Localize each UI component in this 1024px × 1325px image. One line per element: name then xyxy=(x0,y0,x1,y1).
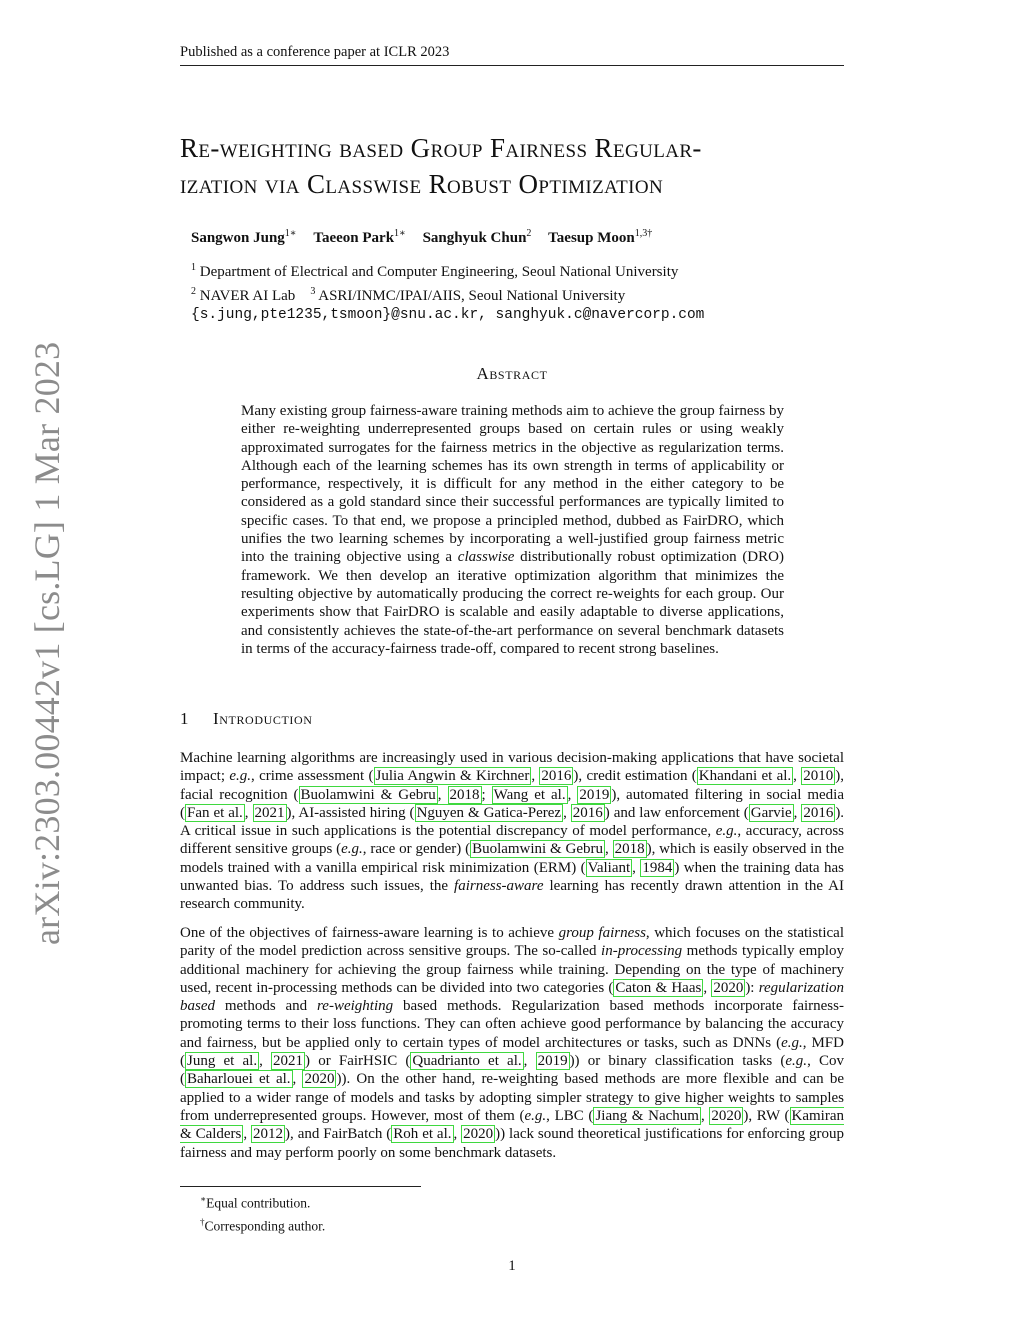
citation-link[interactable]: Julia Angwin & Kirchner xyxy=(375,768,530,785)
citation-link[interactable]: 2016 xyxy=(572,804,603,821)
abstract-heading: Abstract xyxy=(476,364,548,383)
citation-link[interactable]: Buolamwini & Gebru xyxy=(472,841,604,858)
affiliations xyxy=(191,258,841,325)
author-list xyxy=(191,228,841,247)
author: Taesup Moon$^{1,3\dagger}$ xyxy=(548,228,653,246)
citation-link[interactable]: Baharlouei et al. xyxy=(187,1071,291,1088)
citation-link[interactable]: Jiang & Nachum xyxy=(595,1107,699,1124)
citation-link[interactable]: Kamiran & Calders xyxy=(180,1107,844,1143)
citation-link[interactable]: 2012 xyxy=(253,1126,284,1143)
citation-link[interactable]: 2020 xyxy=(463,1126,494,1143)
author: Sanghyuk Chun$^2$ xyxy=(422,228,532,246)
citation-link[interactable]: 2019 xyxy=(579,786,610,803)
citation-link[interactable]: Garvie xyxy=(750,804,792,821)
citation-link[interactable]: 2021 xyxy=(254,804,285,821)
citation-link[interactable]: 2016 xyxy=(541,768,572,785)
citation-link[interactable]: Valiant xyxy=(587,859,631,876)
intro-paragraph-2: One of the objectives of fairness-aware learning is to achieve group fairness, which focuses on the statistical parity of the model prediction across sensitive groups. The so-called in-processing methods typically employ additional machinery for achieving the group fairness while training. Depending on the type of machinery used, recent in-processing methods can be divided into two categories ( Caton & Haas , 2020 ): regularization based methods and re-weighting based methods. Regularization based methods incorporate fairness-promoting terms to their loss functions. They can often achieve good performance by balancing the accuracy and fairness, but be applied only to certain types of model architectures or tasks, such as DNNs (e.g., MFD ( Jung et al. , 2021 ) or FairHSIC ( Quadrianto et al. , 2019 )) or binary classification tasks (e.g., Cov ( Baharlouei et al. , 2020 )). On the other hand, re-weighting based methods are more flexible and can be applied to a wider range of models and tasks by adopting simpler strategy to give higher weights to samples from underrepresented groups. However, most of them (e.g., LBC ( Jiang & Nachum , 2020 ), RW ( Kamiran & Calders , 2012 ), and FairBatch ( Roh et al. , 2020 )) lack sound theoretical justifications for enforcing group fairness and may perform poorly on some benchmark datasets. xyxy=(180,925,844,1161)
affiliation-2-3: $^2$ NAVER AI Lab $^3$ ASRI/INMC/IPAI/AIIS, Seoul National University xyxy=(191,286,626,304)
citation-link[interactable]: Jung et al. xyxy=(187,1053,258,1070)
citation-link[interactable]: Fan et al. xyxy=(187,804,243,821)
citation-link[interactable]: Nguyen & Gatica-Perez xyxy=(416,804,562,821)
citation-link[interactable]: 2010 xyxy=(803,768,834,785)
citation-link[interactable]: 2018 xyxy=(614,841,645,858)
arxiv-identifier: arXiv:2303.00442v1 [cs.LG] 1 Mar 2023 xyxy=(27,341,67,945)
title-line-2: ization via Classwise Robust Optimization xyxy=(180,169,664,199)
running-header: Published as a conference paper at ICLR 2023 xyxy=(180,44,844,66)
citation-link[interactable]: 2020 xyxy=(304,1071,335,1088)
footnote-corresponding-author: †Corresponding author. xyxy=(200,1216,326,1233)
affiliation-1: $^1$ Department of Electrical and Computer Engineering, Seoul National University xyxy=(191,262,679,280)
citation-link[interactable]: Caton & Haas xyxy=(615,979,702,996)
citation-link[interactable]: Wang et al. xyxy=(493,786,566,803)
citation-link[interactable]: Khandani et al. xyxy=(698,768,792,785)
citation-link[interactable]: 2018 xyxy=(449,786,480,803)
citation-link[interactable]: 2020 xyxy=(711,1107,742,1124)
footnote-rule xyxy=(180,1186,421,1187)
title-line-1: Re-weighting based Group Fairness Regular- xyxy=(180,133,702,163)
abstract-body: Many existing group fairness-aware training methods aim to achieve the group fairness by either re-weighting underrepresented groups based on certain rules or using weakly approximated surrogates for the fairness metrics in the objective as regularization terms. Although each of the learning schemes has its own strength in terms of applicability or performance, respectively, it is difficult for any method in the either category to be considered as a gold standard since their successful performances are typically limited to specific cases. To that end, we propose a principled method, dubbed as FairDRO, which unifies the two learning schemes by incorporating a well-justified group fairness metric into the training objective using a classwise distributionally robust optimization (DRO) framework. We then develop an iterative optimization algorithm that minimizes the resulting objective by automatically producing the correct re-weights for each group. Our experiments show that FairDRO is scalable and easily adaptable to diverse applications, and consistently achieves the state-of-the-art performance on several benchmark datasets in terms of the accuracy-fairness trade-off, compared to recent strong baselines. xyxy=(241,403,784,657)
intro-paragraph-1: Machine learning algorithms are increasingly used in various decision-making applications that have societal impact; e.g., crime assessment ( Julia Angwin & Kirchner , 2016 ), credit estimation ( Khandani et al. , 2010 ), facial recognition ( Buolamwini & Gebru , 2018 ; Wang et al. , 2019 ), automated filtering in social media ( Fan et al. , 2021 ), AI-assisted hiring ( Nguyen & Gatica-Perez , 2016 ) and law enforcement ( Garvie , 2016 ). A critical issue in such applications is the potential discrepancy of model performance, e.g., accuracy, across different sensitive groups (e.g., race or gender) ( Buolamwini & Gebru , 2018 ), which is easily observed in the models trained with a vanilla empirical risk minimization (ERM) ( Valiant , 1984 ) when the training data has unwanted bias. To address such issues, the fairness-aware learning has recently drawn attention in the AI research community. xyxy=(180,750,845,913)
citation-link[interactable]: 1984 xyxy=(642,859,673,876)
author: Sangwon Jung$^{1∗}$ xyxy=(191,228,297,246)
citation-link[interactable]: Quadrianto et al. xyxy=(412,1053,522,1070)
citation-link[interactable]: 2016 xyxy=(803,804,834,821)
footnotes xyxy=(200,1190,840,1235)
citation-link[interactable]: 2019 xyxy=(537,1053,568,1070)
author-emails[interactable]: {s.jung,pte1235,tsmoon}@snu.ac.kr, sanghyuk.c@navercorp.com xyxy=(191,307,705,323)
footnote-equal-contribution: ∗Equal contribution. xyxy=(200,1194,311,1211)
page-number: 1 xyxy=(508,1258,516,1274)
citation-link[interactable]: 2021 xyxy=(273,1053,304,1070)
citation-link[interactable]: Roh et al. xyxy=(393,1126,452,1143)
citation-link[interactable]: 2020 xyxy=(713,979,744,996)
paper-title xyxy=(180,130,850,202)
citation-link[interactable]: Buolamwini & Gebru xyxy=(300,786,436,803)
author: Taeeon Park$^{1∗}$ xyxy=(313,228,406,246)
section-heading: 1 Introduction xyxy=(180,709,313,728)
